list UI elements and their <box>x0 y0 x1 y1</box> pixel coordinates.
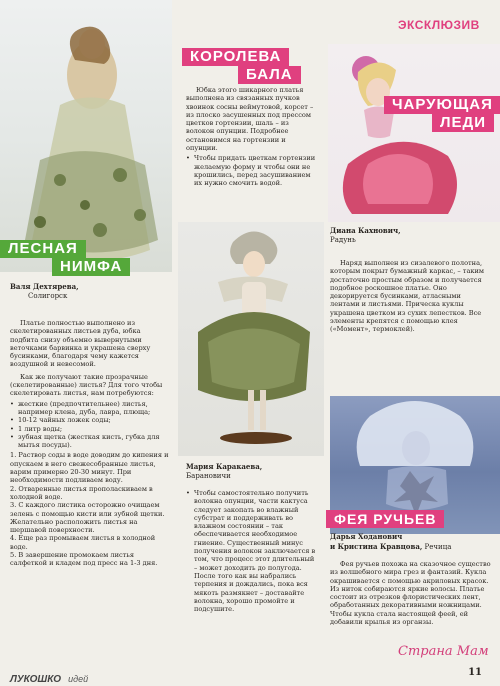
lady-title-line2: ЛЕДИ <box>432 114 494 132</box>
fairy-author-rest: и Кристина Кравцова, <box>330 542 423 551</box>
step-item: 1. Раствор соды в воде доводим до кипения и опускаем в него свежесобранные листья, варим примерно 20-30 минут. При необходимости подливаем воду. <box>10 451 169 485</box>
footer <box>10 667 490 685</box>
step-item: 4. Еще раз промываем листья в холодной воде. <box>10 534 156 551</box>
watermark-text: Страна Мам <box>398 644 489 659</box>
step-item: 5. В завершение промокаем листья салфеткой и кладем под пресс на 1-3 дня. <box>10 551 158 568</box>
lady-author-city: Радунь <box>330 236 356 244</box>
lady-author-name: Диана Кахнович, <box>330 226 401 235</box>
nymph-doll-photo <box>0 0 172 272</box>
magazine-logo: ЛУКОШКО <box>10 674 62 685</box>
material-item: • 1 литр воды; <box>10 425 170 433</box>
nymph-steps <box>10 451 170 567</box>
nymph-doll-illustration <box>0 0 172 272</box>
queen-title-line1: КОРОЛЕВА <box>182 48 289 66</box>
queen-tips-bottom <box>186 489 318 613</box>
queen-tips-top <box>186 154 318 187</box>
section-label: ЭКСКЛЮЗИВ <box>398 18 480 32</box>
lady-doll-illustration <box>328 44 500 222</box>
queen-doll-photo <box>178 222 324 456</box>
queen-author-city: Барановичи <box>186 472 231 480</box>
queen-doll-illustration <box>178 222 324 456</box>
watermark <box>398 640 489 659</box>
step-item: 2. Отваренные листья прополаскиваем в холодной воде. <box>10 484 153 501</box>
material-item: • 10-12 чайных ложек соды; <box>10 416 170 424</box>
fairy-title: ФЕЯ РУЧЬЕВ <box>326 510 444 528</box>
material-item: • зубная щетка (жесткая кисть, губка для мытья посуды). <box>10 433 170 450</box>
fairy-author-city: Речица <box>424 543 452 551</box>
nymph-question: Как же получают такие прозрачные (скелетированные) листья? Для того чтобы скелетировать листья, нам потребуются: <box>10 372 163 398</box>
fairy-author-name: Дарья Ходанович <box>330 532 403 541</box>
fairy-text: Фея ручьев похожа на сказочное существо из волшебного мира грез и фантазий. Кукла окрашивается с помощью акриловых красок. Из ниток собираются яркие волосы. Платье состоит из отрезков флористических лент, обработанных декоративными ножницами. Чтобы кукла стала настоящей феей, ей добавили крылья из органзы. <box>330 560 491 627</box>
nymph-title-line2: НИМФА <box>52 258 130 276</box>
page-number: 11 <box>468 667 482 678</box>
queen-title-line2: БАЛА <box>238 66 301 84</box>
nymph-intro: Платье полностью выполнено из скелетированных листьев дуба, юбка подбита снизу объемно вывернутыми веточками барвинка и украшена сверху бусинками, благодаря чему кажется воздушной и невесомой. <box>10 319 151 369</box>
lady-title-line1: ЧАРУЮЩАЯ <box>384 96 500 114</box>
nymph-title-line1: ЛЕСНАЯ <box>0 240 86 258</box>
lady-text: Наряд выполнен из сизалевого полотна, которым покрыт бумажный каркас, – таким достаточно простым образом и получается подобное роскошное платье. Оно декорируется бусинками, атласными лентами и листьями. Прическа куклы украшена цветком из сухих лепестков. Все элементы крепятся с помощью клея («Момент», термоклей). <box>330 259 485 334</box>
material-item: • жесткие (предпочтительнее) листья, например клена, дуба, лавра, плюща; <box>10 400 170 417</box>
nymph-author-name: Валя Дехтярева, <box>10 282 79 291</box>
magazine-subtitle: идей <box>68 674 89 684</box>
nymph-materials-list <box>10 400 170 450</box>
queen-intro: Юбка этого шикарного платья выполнена из связанных пучков хвоинок сосны веймутовой, корсет – из плоско засушенных под прессом цветков гортензии, шаль – из волокон опунции. Подробнее остановимся на гортензии и опунции. <box>186 86 314 153</box>
step-item: 3. С каждого листика осторожно очищаем зелень с помощью кисти или зубной щетки. Желательно расположить листья на шершавой поверхности. <box>10 501 165 535</box>
nymph-author-city: Солигорск <box>28 292 68 300</box>
tip-item: • Чтобы придать цветкам гортензии желаемую форму и чтобы они не крошились, перед засушиванием их нужно смочить водой. <box>186 154 318 187</box>
lady-doll-photo <box>328 44 500 222</box>
tip-item: • Чтобы самостоятельно получить волокна опунции, части кактуса следует закопать во влажный субстрат и поддерживать во влажном состоянии – так обеспечивается необходимое гниение. Существенный минус получения волокон заключается в том, что процесс этот длительный – может доходить до полугода. После того как вы набрались терпения и дождались, пока вся мякоть размякнет – доставайте волокна, хорошо промойте и подсушите. <box>186 489 318 613</box>
queen-author-name: Мария Каракаева, <box>186 462 263 471</box>
